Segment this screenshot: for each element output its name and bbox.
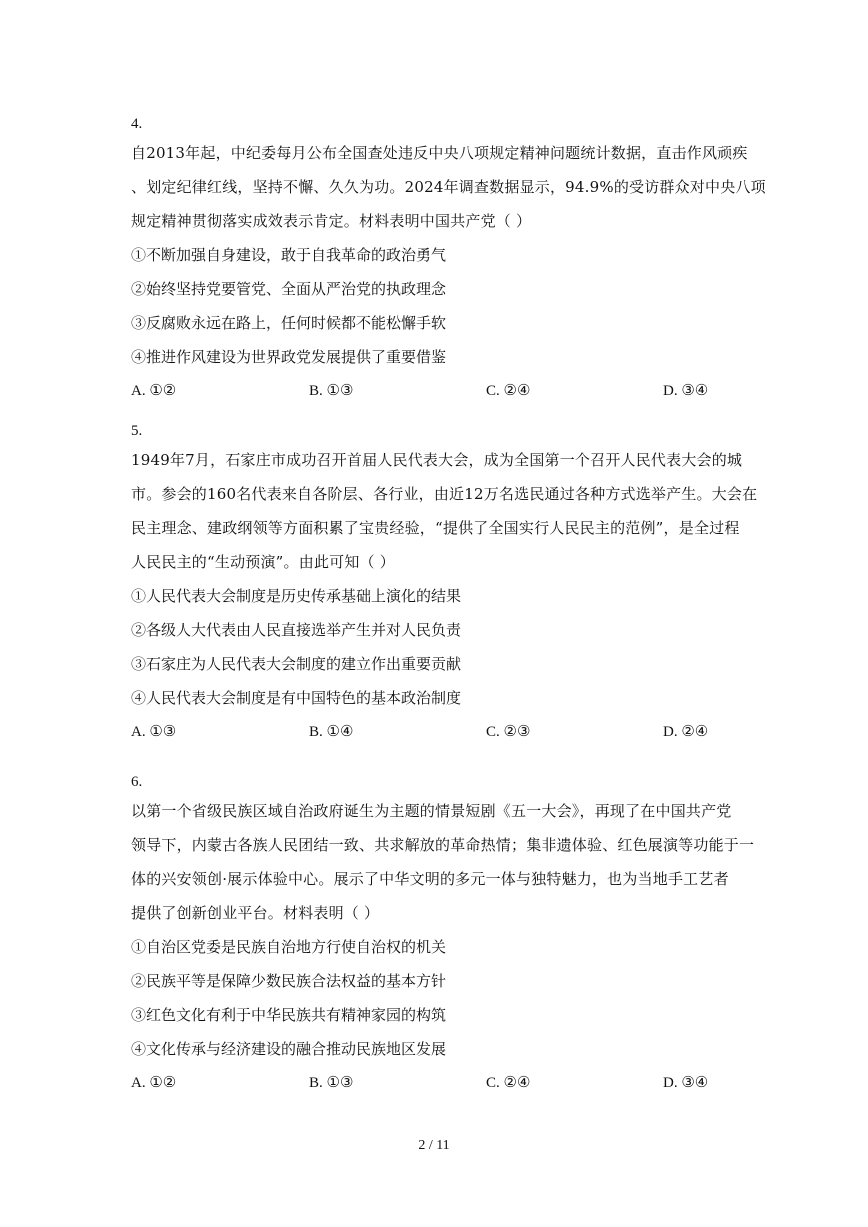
statement-option: ①不断加强自身建设，敢于自我革命的政治勇气	[131, 246, 447, 264]
stem-line: 领导下，内蒙古各族人民团结一致、共求解放的革命热情；集非遗体验、红色展演等功能于一	[131, 836, 755, 854]
question-stem	[131, 443, 758, 579]
choice-c[interactable]: C. ②④	[486, 1075, 531, 1091]
statement-option: ①自治区党委是民族自治地方行使自治权的机关	[131, 938, 447, 956]
page-number: 2 / 11	[418, 1138, 450, 1153]
choice-a[interactable]: A. ①③	[131, 724, 177, 740]
statement-option: ①人民代表大会制度是历史传承基础上演化的结果	[131, 587, 462, 605]
choice-b[interactable]: B. ①③	[309, 1075, 354, 1091]
choice-d[interactable]: D. ③④	[663, 1075, 709, 1091]
answer-choices	[131, 1066, 751, 1100]
choice-a[interactable]: A. ①②	[131, 383, 177, 399]
choice-a[interactable]: A. ①②	[131, 1075, 177, 1091]
statement-option: ④文化传承与经济建设的融合推动民族地区发展	[131, 1040, 447, 1058]
question-number: 5.	[131, 423, 143, 439]
stem-line: 体的兴安领创·展示体验中心。展示了中华文明的多元一体与独特魅力，也为当地手工艺者	[131, 870, 729, 888]
choice-d[interactable]: D. ③④	[663, 383, 709, 399]
choice-b[interactable]: B. ①③	[309, 383, 354, 399]
statement-option: ②始终坚持党要管党、全面从严治党的执政理念	[131, 280, 447, 298]
statement-option: ②各级人大代表由人民直接选举产生并对人民负责	[131, 621, 462, 639]
stem-line: 人民民主的“生动预演”。由此可知（ ）	[131, 553, 395, 571]
statement-option: ③反腐败永远在路上，任何时候都不能松懈手软	[131, 314, 447, 332]
statement-option: ④人民代表大会制度是有中国特色的基本政治制度	[131, 689, 462, 707]
stem-line: 1949年7月，石家庄市成功召开首届人民代表大会，成为全国第一个召开人民代表大会的城	[131, 451, 743, 469]
question-number: 4.	[131, 116, 143, 132]
choice-d[interactable]: D. ②④	[663, 724, 709, 740]
question-stem	[131, 136, 766, 238]
stem-line: 自2013年起，中纪委每月公布全国查处违反中央八项规定精神问题统计数据，直击作风顽疾	[131, 144, 748, 162]
choice-c[interactable]: C. ②③	[486, 724, 531, 740]
statement-option: ③红色文化有利于中华民族共有精神家园的构筑	[131, 1006, 447, 1024]
stem-line: 民主理念、建政纲领等方面积累了宝贵经验，“提供了全国实行人民民主的范例”，是全过程	[131, 519, 740, 537]
stem-line: 市。参会的160名代表来自各阶层、各行业，由近12万名选民通过各种方式选举产生。大会在	[131, 485, 758, 503]
question-number: 6.	[131, 774, 143, 790]
statement-option: ②民族平等是保障少数民族合法权益的基本方针	[131, 972, 447, 990]
answer-choices	[131, 374, 751, 408]
answer-choices	[131, 715, 751, 749]
choice-c[interactable]: C. ②④	[486, 383, 531, 399]
choice-b[interactable]: B. ①④	[309, 724, 354, 740]
stem-line: 规定精神贯彻落实成效表示肯定。材料表明中国共产党（ ）	[131, 212, 532, 230]
statement-option: ④推进作风建设为世界政党发展提供了重要借鉴	[131, 348, 447, 366]
stem-line: 提供了创新创业平台。材料表明（ ）	[131, 904, 380, 922]
stem-line: 以第一个省级民族区域自治政府诞生为主题的情景短剧《五一大会》，再现了在中国共产党	[131, 802, 732, 820]
statement-option: ③石家庄为人民代表大会制度的建立作出重要贡献	[131, 655, 462, 673]
question-4	[131, 112, 766, 408]
stem-line: 、划定纪律红线，坚持不懈、久久为功。2024年调查数据显示，94.9%的受访群众对中央八项	[131, 178, 766, 196]
question-6	[131, 770, 755, 1100]
question-stem	[131, 794, 755, 930]
question-5	[131, 419, 758, 749]
